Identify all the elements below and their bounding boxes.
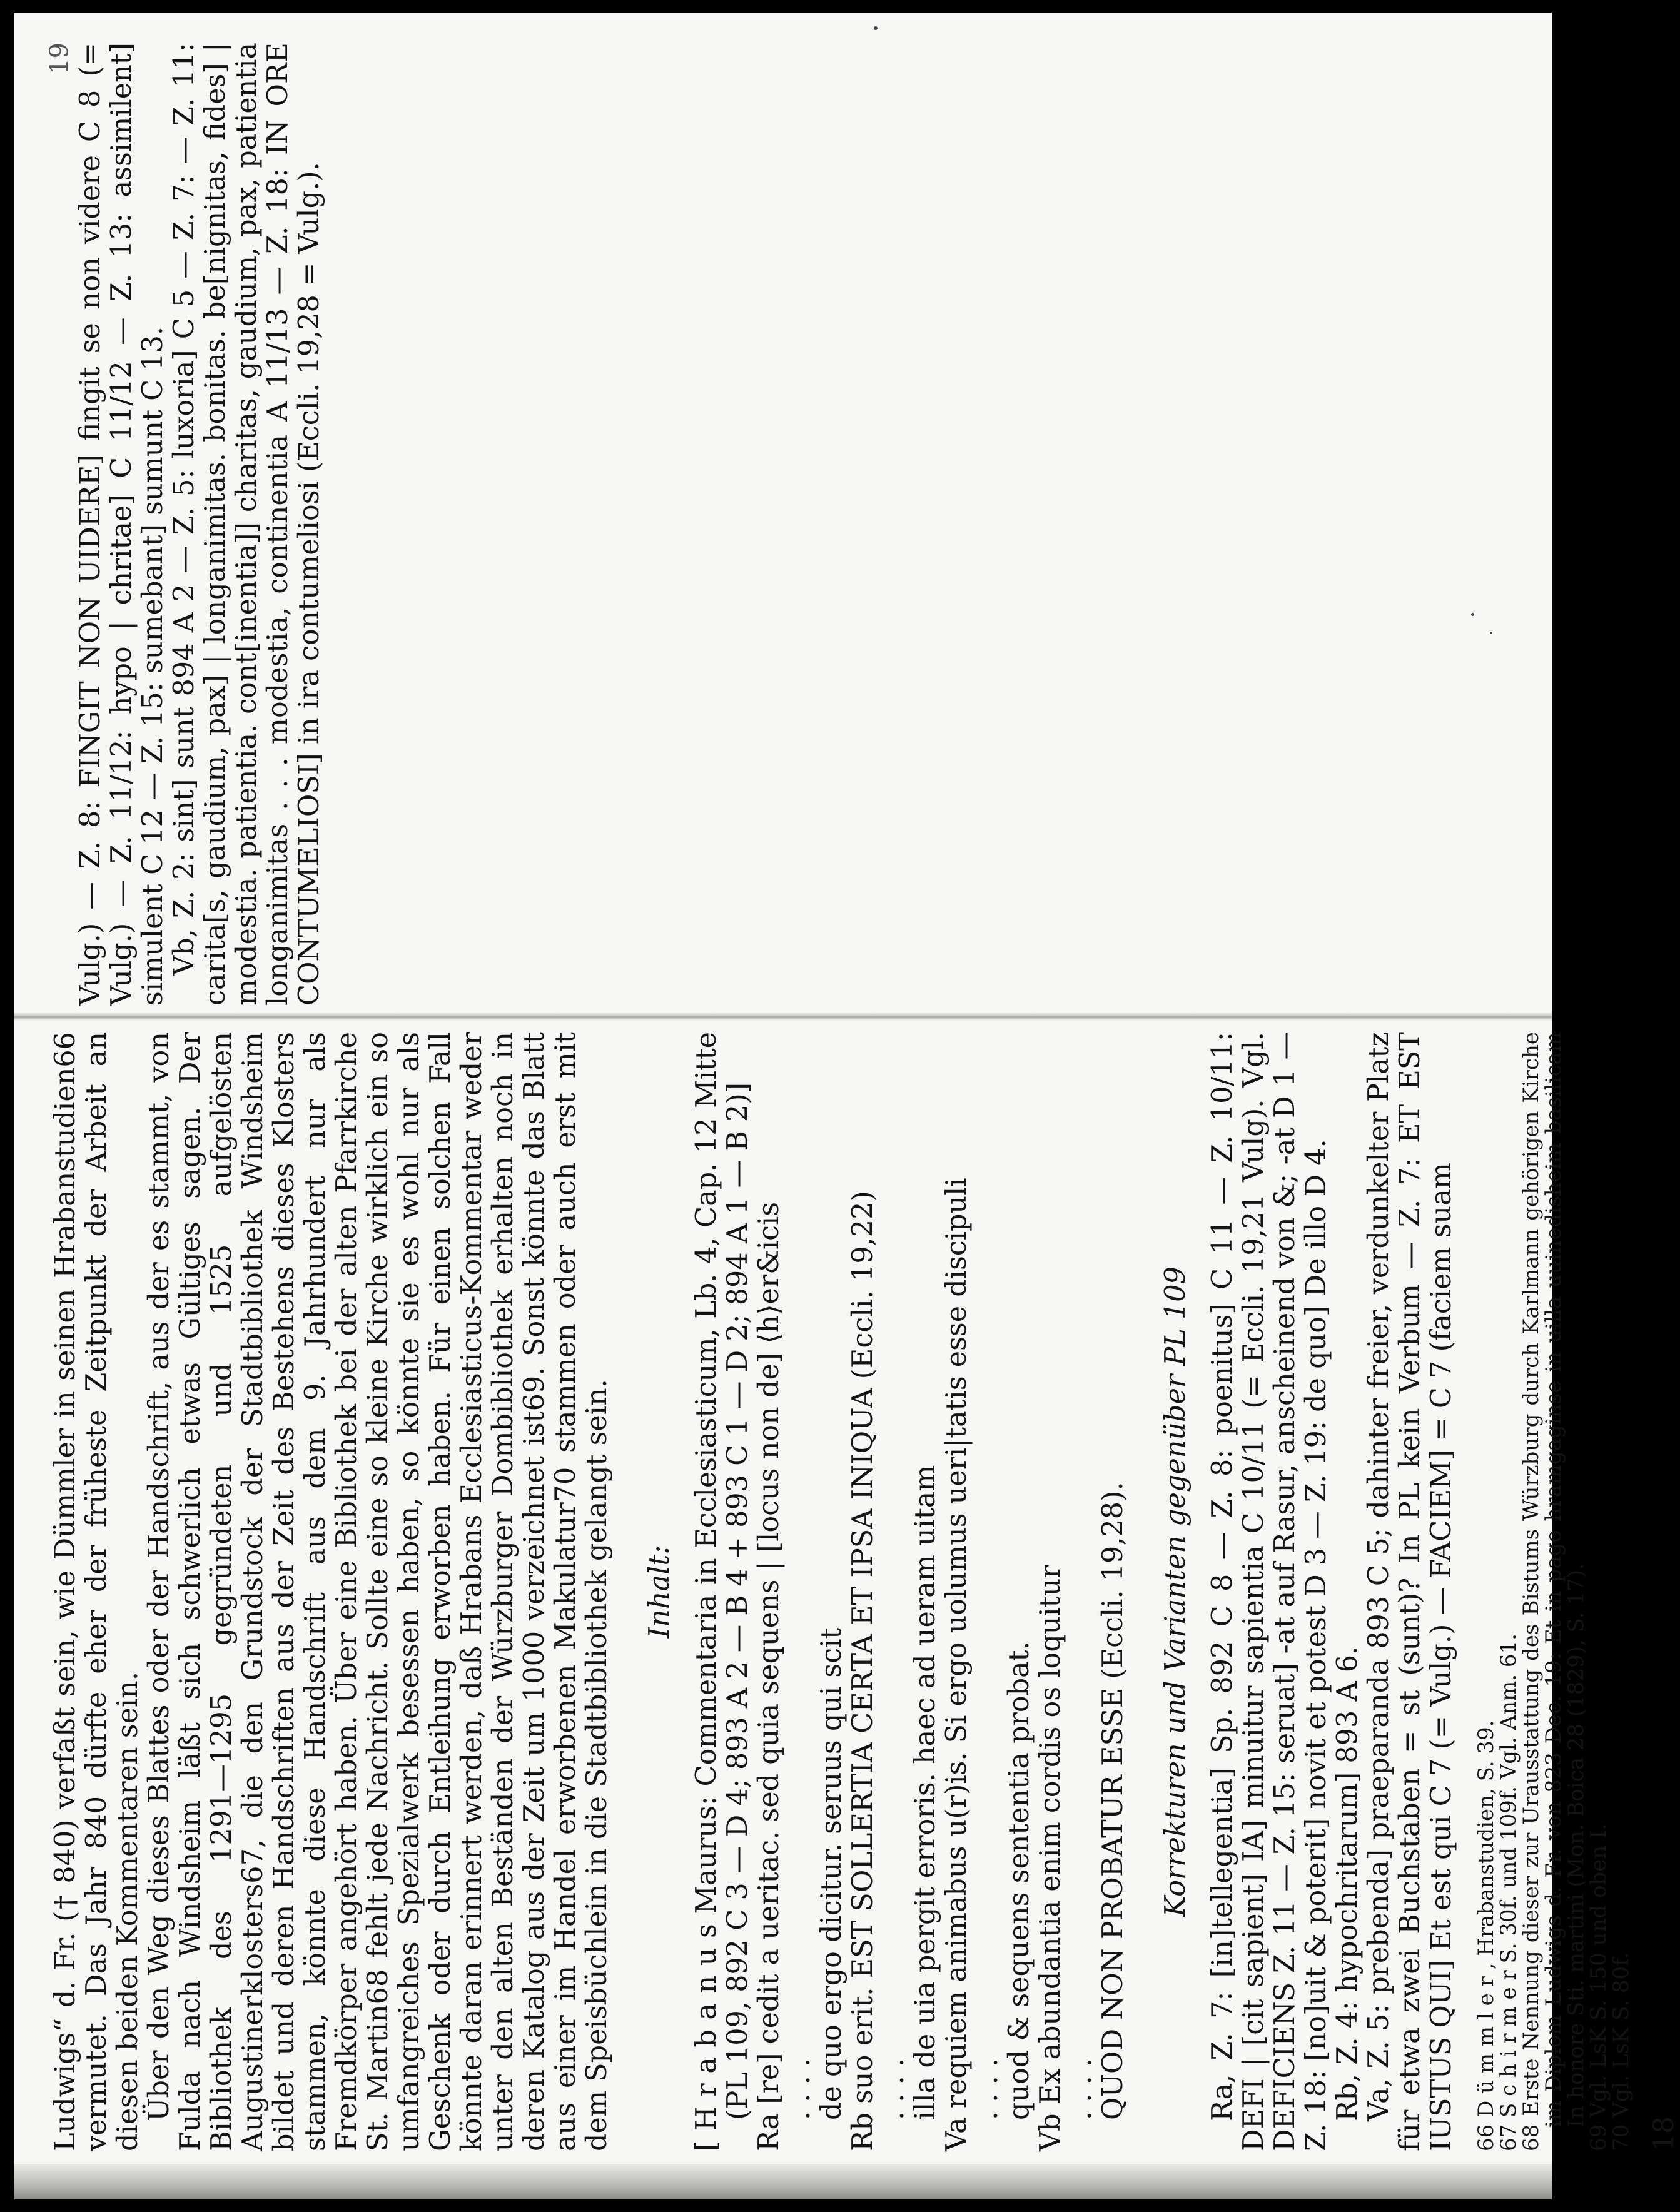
page-number: 19: [45, 43, 74, 74]
footnote: 68 Erste Nennung dieser zur Urausstattung des Bistums Würzburg durch Karlmann gehörigen Kirche im Diplom Ludwigs d. Fr. von 823 Dec. 19: Et in pago hramgaginse in uilla uuinedisheim basilicam In honore Sti. martini (Mon. Boica 28 (1829), S. 17).: [1519, 1032, 1589, 2151]
scanned-sheet: [14, 13, 1680, 2199]
paragraph: Über den Weg dieses Blattes oder der Handschrift, aus der es stammt, von Fulda nach Windsheim läßt sich schwerlich etwas Gültiges sagen. Der Bibliothek des 1291—1295 gegründeten und 1525 aufgelösten Augustinerklosters67, die den Grundstock der Stadtbibliothek Windsheim bildet und deren Handschriften aus der Zeit des Bestehens dieses Klosters stammen, könnte diese Handschrift aus dem 9. Jahrhundert nur als Fremdkörper angehört haben. Über eine Bibliothek bei der alten Pfarrkirche St. Martin68 fehlt jede Nachricht. Sollte eine so kleine Kirche wirklich ein so umfangreiches Spezialwerk besessen haben, so könnte sie es wohl nur als Geschenk oder durch Entleihung erworben haben. Für einen solchen Fall könnte daran erinnert werden, daß Hrabans Ecclesiasticus-Kommentar weder unter den alten Beständen der Würzburger Dombibliothek erhalten noch in deren Katalog aus der Zeit um 1000 verzeichnet ist69. Sonst könnte das Blatt aus einer im Handel erworbenen Makulatur70 stammen oder auch erst mit dem Speisbüchlein in die Stadtbibliothek gelangt sein.: [143, 1032, 613, 2151]
paragraph: Ludwigs“ d. Fr. († 840) verfaßt sein, wie Dümmler in seinen Hrabanstudien66 vermutet. Das Jahr 840 dürfte eher der früheste Zeitpunkt der Arbeit an diesen beiden Kommentaren sein.: [49, 1032, 144, 2151]
inhalt-line: illa de uia pergit erroris. haec ad ueram uitam: [909, 1465, 941, 2120]
inhalt-ellipsis: . . . .: [1066, 2058, 1098, 2120]
inhalt-line: Vb Ex abundantia enim cordis os loquitur: [1035, 1565, 1066, 2151]
page-edge: [14, 2164, 1552, 2199]
footnote: 66 D ü m m l e r , Hrabanstudien, S. 39.: [1474, 1720, 1499, 2151]
footnotes: [1475, 1032, 1632, 2151]
inhalt-line: Rb suo erit. EST SOLLERTIA CERTA ET IPSA INIQUA (Eccli. 19,22): [847, 1191, 879, 2151]
korrektur-entry: Va, Z. 5: prebenda] praeparanda 893 C 5; dahinter freier, verdunkelter Platz für etwa zwei Buchstaben = st (sunt)? In PL kein Verbum — Z. 7: ET EST IUSTUS QUI] Et est qui C 7 (= Vulg.) — FACIEM] = C 7 (faciem suam: [1363, 1032, 1457, 2151]
korrektur-entry: Rb, Z. 4: hypochritarum] 893 A 6.: [1332, 1645, 1364, 2121]
inhalt-ellipsis: . . . .: [972, 2058, 1004, 2120]
inhalt-ellipsis: . . . .: [878, 2058, 910, 2120]
inhalt-line: Ra [re] cedit a ueritac. sed quia sequens | [locus non de] ⟨h⟩er&icis: [753, 1201, 785, 2151]
inhalt-line: Va requiem animabus u(r)is. Si ergo uolumus ueri|tatis esse discipuli: [941, 1178, 973, 2151]
korrektur-entry: Ra, Z. 7: [in]tellegentia] Sp. 892 C 8 — Z. 8: poenitus] C 11 — Z. 10/11: DEFI | [cit sapient] IA] minuitur sapientia C 10/11 (= Eccli. 19,21 Vulg). Vgl. DEFICIENS Z. 11 — Z. 15: seruat] -at auf Rasur, anscheinend von &; -at D 1 — Z. 18: [no]uit & poterit] novit et potest D 3 — Z. 19: de quo] De illo D 4.: [1207, 1032, 1332, 2151]
book-spine: [14, 1012, 1552, 1021]
page-18-body: [50, 1032, 1680, 2151]
page-18: [49, 1032, 1680, 2151]
korrekturen-heading: Korrekturen und Varianten gegenüber PL 109: [1160, 1266, 1192, 1917]
inhalt-ellipsis: . . . .: [784, 2058, 816, 2120]
inhalt-line: [ H r a b a n u s Maurus: Commentaria in Ecclesiasticum, Lb. 4, Cap. 12 Mitte (PL 109, 892 C 3 — D 4; 893 A 2 — B 4 + 893 C 1 — D 2; 894 A 1 — B 2)]: [691, 1032, 754, 2151]
paragraph: Vulg.) — Z. 8: FINGIT NON UIDERE] fingit se non videre C 8 (= Vulg.) — Z. 11/12: hypo | chritae] C 11/12 — Z. 13: assimilent] simulent C 12 — Z. 15: sumebant] sumunt C 13.: [74, 43, 169, 1006]
dust-speck: [874, 26, 878, 30]
inhalt-line: QUOD NON PROBATUR ESSE (Eccli. 19,28).: [1097, 1482, 1129, 2120]
page-19-body: [50, 43, 325, 1006]
page-19: [45, 43, 1532, 1006]
paragraph: Vb, Z. 2: sint] sunt 894 A 2 — Z. 5: luxoria] C 5 — Z. 7: — Z. 11: carita[s, gaudium, pax] | longanimitas. bonitas. be[nignitas, fides] | modestia. patientia. cont[inentia]] charitas, gaudium, pax, patientia longanimitas . . . modestia, continentia A 11/13 — Z. 18: IN ORE CONTUMELIOSI] in ira contumeliosi (Eccli. 19,28 = Vulg.).: [168, 43, 325, 1006]
inhalt-heading: Inhalt:: [644, 1545, 676, 1639]
footnote: 69 Vgl. LsK S. 150 und oben I.: [1586, 1823, 1611, 2151]
footnote: 70 Vgl. LsK S. 80f.: [1609, 1952, 1634, 2151]
page-number: 18: [1648, 2116, 1680, 2151]
inhalt-line: de quo ergo dicitur. seruus qui scit: [816, 1627, 848, 2120]
footnote: 67 S c h i r m e r S. 30f. und 109f. Vgl. Anm. 61.: [1496, 1634, 1521, 2151]
inhalt-line: quod & sequens sententia probat.: [1003, 1641, 1035, 2120]
